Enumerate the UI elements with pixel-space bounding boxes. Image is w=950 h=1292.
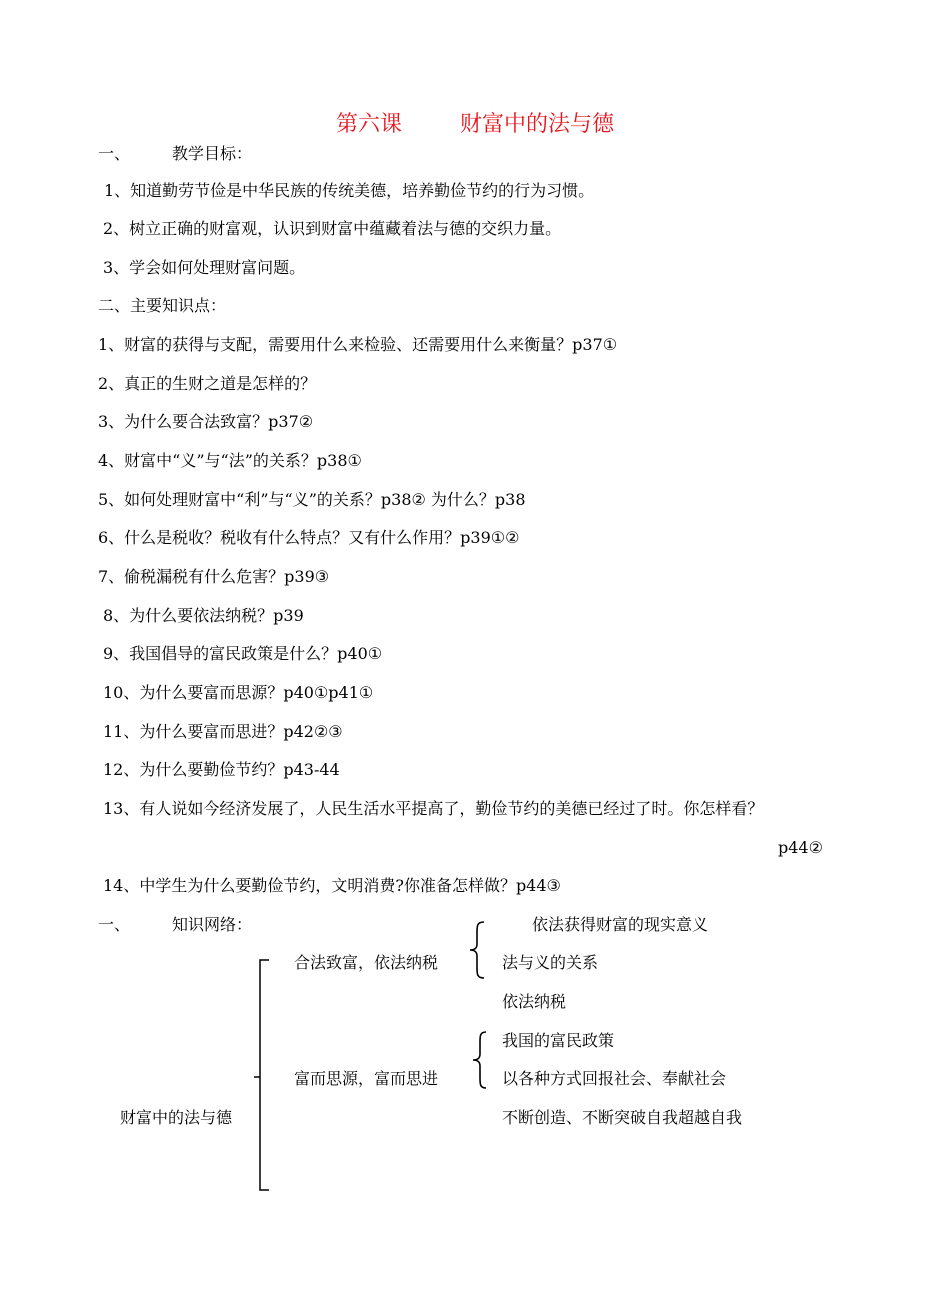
branch-child: 依法获得财富的现实意义 xyxy=(532,915,709,934)
objective-item: 2、树立正确的财富观，认识到财富中蕴藏着法与德的交织力量。 xyxy=(103,219,562,238)
knowledge-item: 4、财富中“义”与“法”的关系？p38① xyxy=(98,451,362,470)
lesson-number: 第六课 xyxy=(335,112,402,137)
knowledge-item: 1、财富的获得与支配，需要用什么来检验、还需要用什么来衡量？p37① xyxy=(98,335,618,354)
knowledge-item: 11、为什么要富而思进？p42②③ xyxy=(103,722,343,741)
knowledge-item: 7、偷税漏税有什么危害？p39③ xyxy=(98,567,330,586)
section1-heading: 教学目标： xyxy=(172,144,253,163)
page-title xyxy=(0,111,950,139)
knowledge-item-page-ref: p44② xyxy=(778,838,823,857)
knowledge-item: 10、为什么要富而思源？p40①p41① xyxy=(103,683,374,702)
branch-child: 我国的富民政策 xyxy=(502,1031,615,1050)
knowledge-item: 8、为什么要依法纳税？p39 xyxy=(103,606,304,625)
section2-heading: 二、主要知识点： xyxy=(98,296,227,315)
branch-child: 不断创造、不断突破自我超越自我 xyxy=(502,1108,743,1127)
knowledge-item: 12、为什么要勤俭节约？p43-44 xyxy=(103,760,340,779)
knowledge-item: 9、我国倡导的富民政策是什么？p40① xyxy=(103,644,383,663)
section3-heading: 知识网络： xyxy=(172,915,253,934)
branch2-brace xyxy=(470,1030,490,1090)
objective-item: 3、学会如何处理财富问题。 xyxy=(103,258,306,277)
knowledge-item: 13、有人说如今经济发展了，人民生活水平提高了，勤俭节约的美德已经过了时。你怎样看？ xyxy=(103,799,764,818)
branch-label: 合法致富，依法纳税 xyxy=(294,953,439,972)
network-root: 财富中的法与德 xyxy=(120,1108,233,1127)
branch1-brace xyxy=(466,920,488,980)
knowledge-item: 6、什么是税收？税收有什么特点？又有什么作用？p39①② xyxy=(98,528,520,547)
knowledge-item: 2、真正的生财之道是怎样的？ xyxy=(98,374,317,393)
knowledge-item: 5、如何处理财富中“利”与“义”的关系？p38② 为什么？p38 xyxy=(98,490,526,509)
branch-child: 依法纳税 xyxy=(502,992,567,1011)
lesson-topic: 财富中的法与德 xyxy=(460,112,615,137)
objective-item: 1、知道勤劳节俭是中华民族的传统美德，培养勤俭节约的行为习惯。 xyxy=(104,181,595,200)
branch-child: 法与义的关系 xyxy=(502,953,599,972)
knowledge-item: 3、为什么要合法致富？p37② xyxy=(98,412,314,431)
section3-number: 一、 xyxy=(98,915,131,934)
root-bracket xyxy=(252,958,272,1194)
section1-number: 一、 xyxy=(98,144,131,163)
branch-label: 富而思源，富而思进 xyxy=(294,1069,439,1088)
knowledge-item: 14、中学生为什么要勤俭节约，文明消费?你准备怎样做？p44③ xyxy=(103,876,561,895)
branch-child: 以各种方式回报社会、奉献社会 xyxy=(502,1069,727,1088)
